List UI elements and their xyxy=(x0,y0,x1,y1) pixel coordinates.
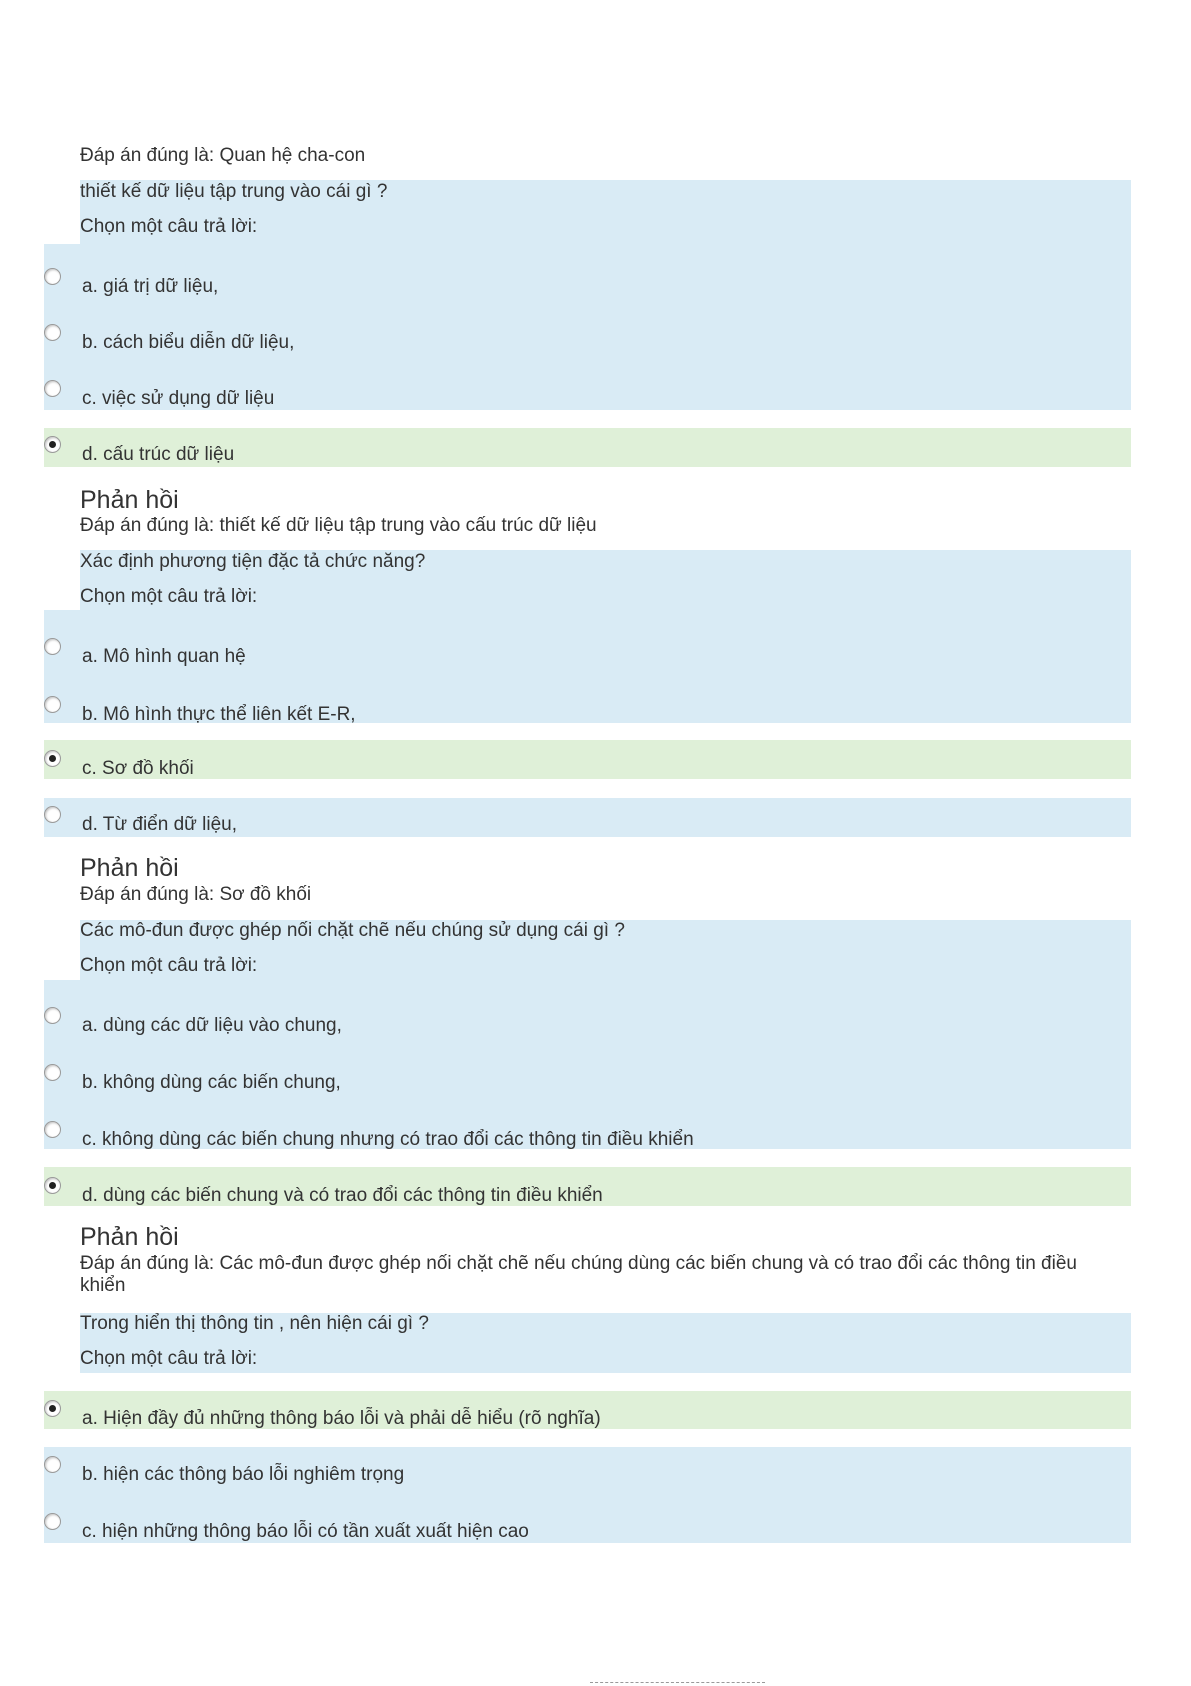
radio-button-checked[interactable] xyxy=(44,1400,61,1417)
question-1-option-a[interactable] xyxy=(44,262,1131,300)
radio-button[interactable] xyxy=(44,1064,61,1081)
question-4-prompt: Chọn một câu trả lời: xyxy=(80,1348,258,1369)
feedback-text: Đáp án đúng là: Các mô-đun được ghép nối chặt chẽ nếu chúng dùng các biến chung và có trao đổi các thông tin điều khiển xyxy=(80,1253,1077,1296)
radio-button-checked[interactable] xyxy=(44,750,61,767)
radio-button[interactable] xyxy=(44,1513,61,1530)
question-1-option-c[interactable] xyxy=(44,374,1131,412)
option-label: c. việc sử dụng dữ liệu xyxy=(82,388,275,409)
option-label: d. dùng các biến chung và có trao đổi các thông tin điều khiển xyxy=(82,1185,603,1206)
question-3-text: Các mô-đun được ghép nối chặt chẽ nếu chúng sử dụng cái gì ? xyxy=(80,920,625,941)
footer-divider xyxy=(590,1682,765,1686)
option-label: a. Mô hình quan hệ xyxy=(82,646,246,667)
feedback-title: Phản hồi xyxy=(80,1223,179,1251)
radio-button-checked[interactable] xyxy=(44,1177,61,1194)
option-label: c. không dùng các biến chung nhưng có trao đổi các thông tin điều khiển xyxy=(82,1129,694,1150)
question-2-option-d[interactable] xyxy=(44,800,1131,838)
question-3-option-c[interactable] xyxy=(44,1115,1131,1153)
feedback-title: Phản hồi xyxy=(80,486,179,514)
option-label: b. cách biểu diễn dữ liệu, xyxy=(82,332,295,353)
question-3-option-d[interactable] xyxy=(44,1171,1131,1209)
question-3-option-a[interactable] xyxy=(44,1001,1131,1039)
option-label: b. Mô hình thực thể liên kết E-R, xyxy=(82,704,356,725)
question-2-text: Xác định phương tiện đặc tả chức năng? xyxy=(80,551,426,572)
option-label: b. không dùng các biến chung, xyxy=(82,1072,341,1093)
radio-button[interactable] xyxy=(44,1007,61,1024)
option-label: c. Sơ đồ khối xyxy=(82,758,194,779)
question-2-option-c[interactable] xyxy=(44,744,1131,782)
option-label: d. Từ điển dữ liệu, xyxy=(82,814,238,835)
radio-button[interactable] xyxy=(44,268,61,285)
question-1-option-b[interactable] xyxy=(44,318,1131,356)
question-4-option-a[interactable] xyxy=(44,1394,1131,1432)
radio-button[interactable] xyxy=(44,380,61,397)
question-1-prompt: Chọn một câu trả lời: xyxy=(80,216,258,237)
question-3-option-b[interactable] xyxy=(44,1058,1131,1096)
question-4-option-c[interactable] xyxy=(44,1507,1131,1545)
radio-button[interactable] xyxy=(44,1121,61,1138)
option-label: a. dùng các dữ liệu vào chung, xyxy=(82,1015,342,1036)
feedback-text: Đáp án đúng là: Sơ đồ khối xyxy=(80,884,312,905)
radio-button[interactable] xyxy=(44,638,61,655)
question-2-prompt: Chọn một câu trả lời: xyxy=(80,586,258,607)
question-1-text: thiết kế dữ liệu tập trung vào cái gì ? xyxy=(80,181,388,202)
option-label: a. giá trị dữ liệu, xyxy=(82,276,219,297)
previous-answer: Đáp án đúng là: Quan hệ cha-con xyxy=(80,145,366,166)
radio-button[interactable] xyxy=(44,324,61,341)
option-label: a. Hiện đầy đủ những thông báo lỗi và phải dễ hiểu (rõ nghĩa) xyxy=(82,1408,601,1429)
question-4-option-b[interactable] xyxy=(44,1450,1131,1488)
radio-button[interactable] xyxy=(44,806,61,823)
option-label: d. cấu trúc dữ liệu xyxy=(82,444,235,465)
feedback-title: Phản hồi xyxy=(80,854,179,882)
option-label: c. hiện những thông báo lỗi có tần xuất xuất hiện cao xyxy=(82,1521,529,1542)
feedback-text: Đáp án đúng là: thiết kế dữ liệu tập trung vào cấu trúc dữ liệu xyxy=(80,515,597,536)
question-2-option-b[interactable] xyxy=(44,690,1131,728)
question-1-option-d[interactable] xyxy=(44,430,1131,468)
radio-button[interactable] xyxy=(44,1456,61,1473)
radio-button[interactable] xyxy=(44,696,61,713)
question-2-option-a[interactable] xyxy=(44,632,1131,670)
option-label: b. hiện các thông báo lỗi nghiêm trọng xyxy=(82,1464,405,1485)
radio-button-checked[interactable] xyxy=(44,436,61,453)
question-4-text: Trong hiển thị thông tin , nên hiện cái gì ? xyxy=(80,1313,429,1334)
question-3-prompt: Chọn một câu trả lời: xyxy=(80,955,258,976)
